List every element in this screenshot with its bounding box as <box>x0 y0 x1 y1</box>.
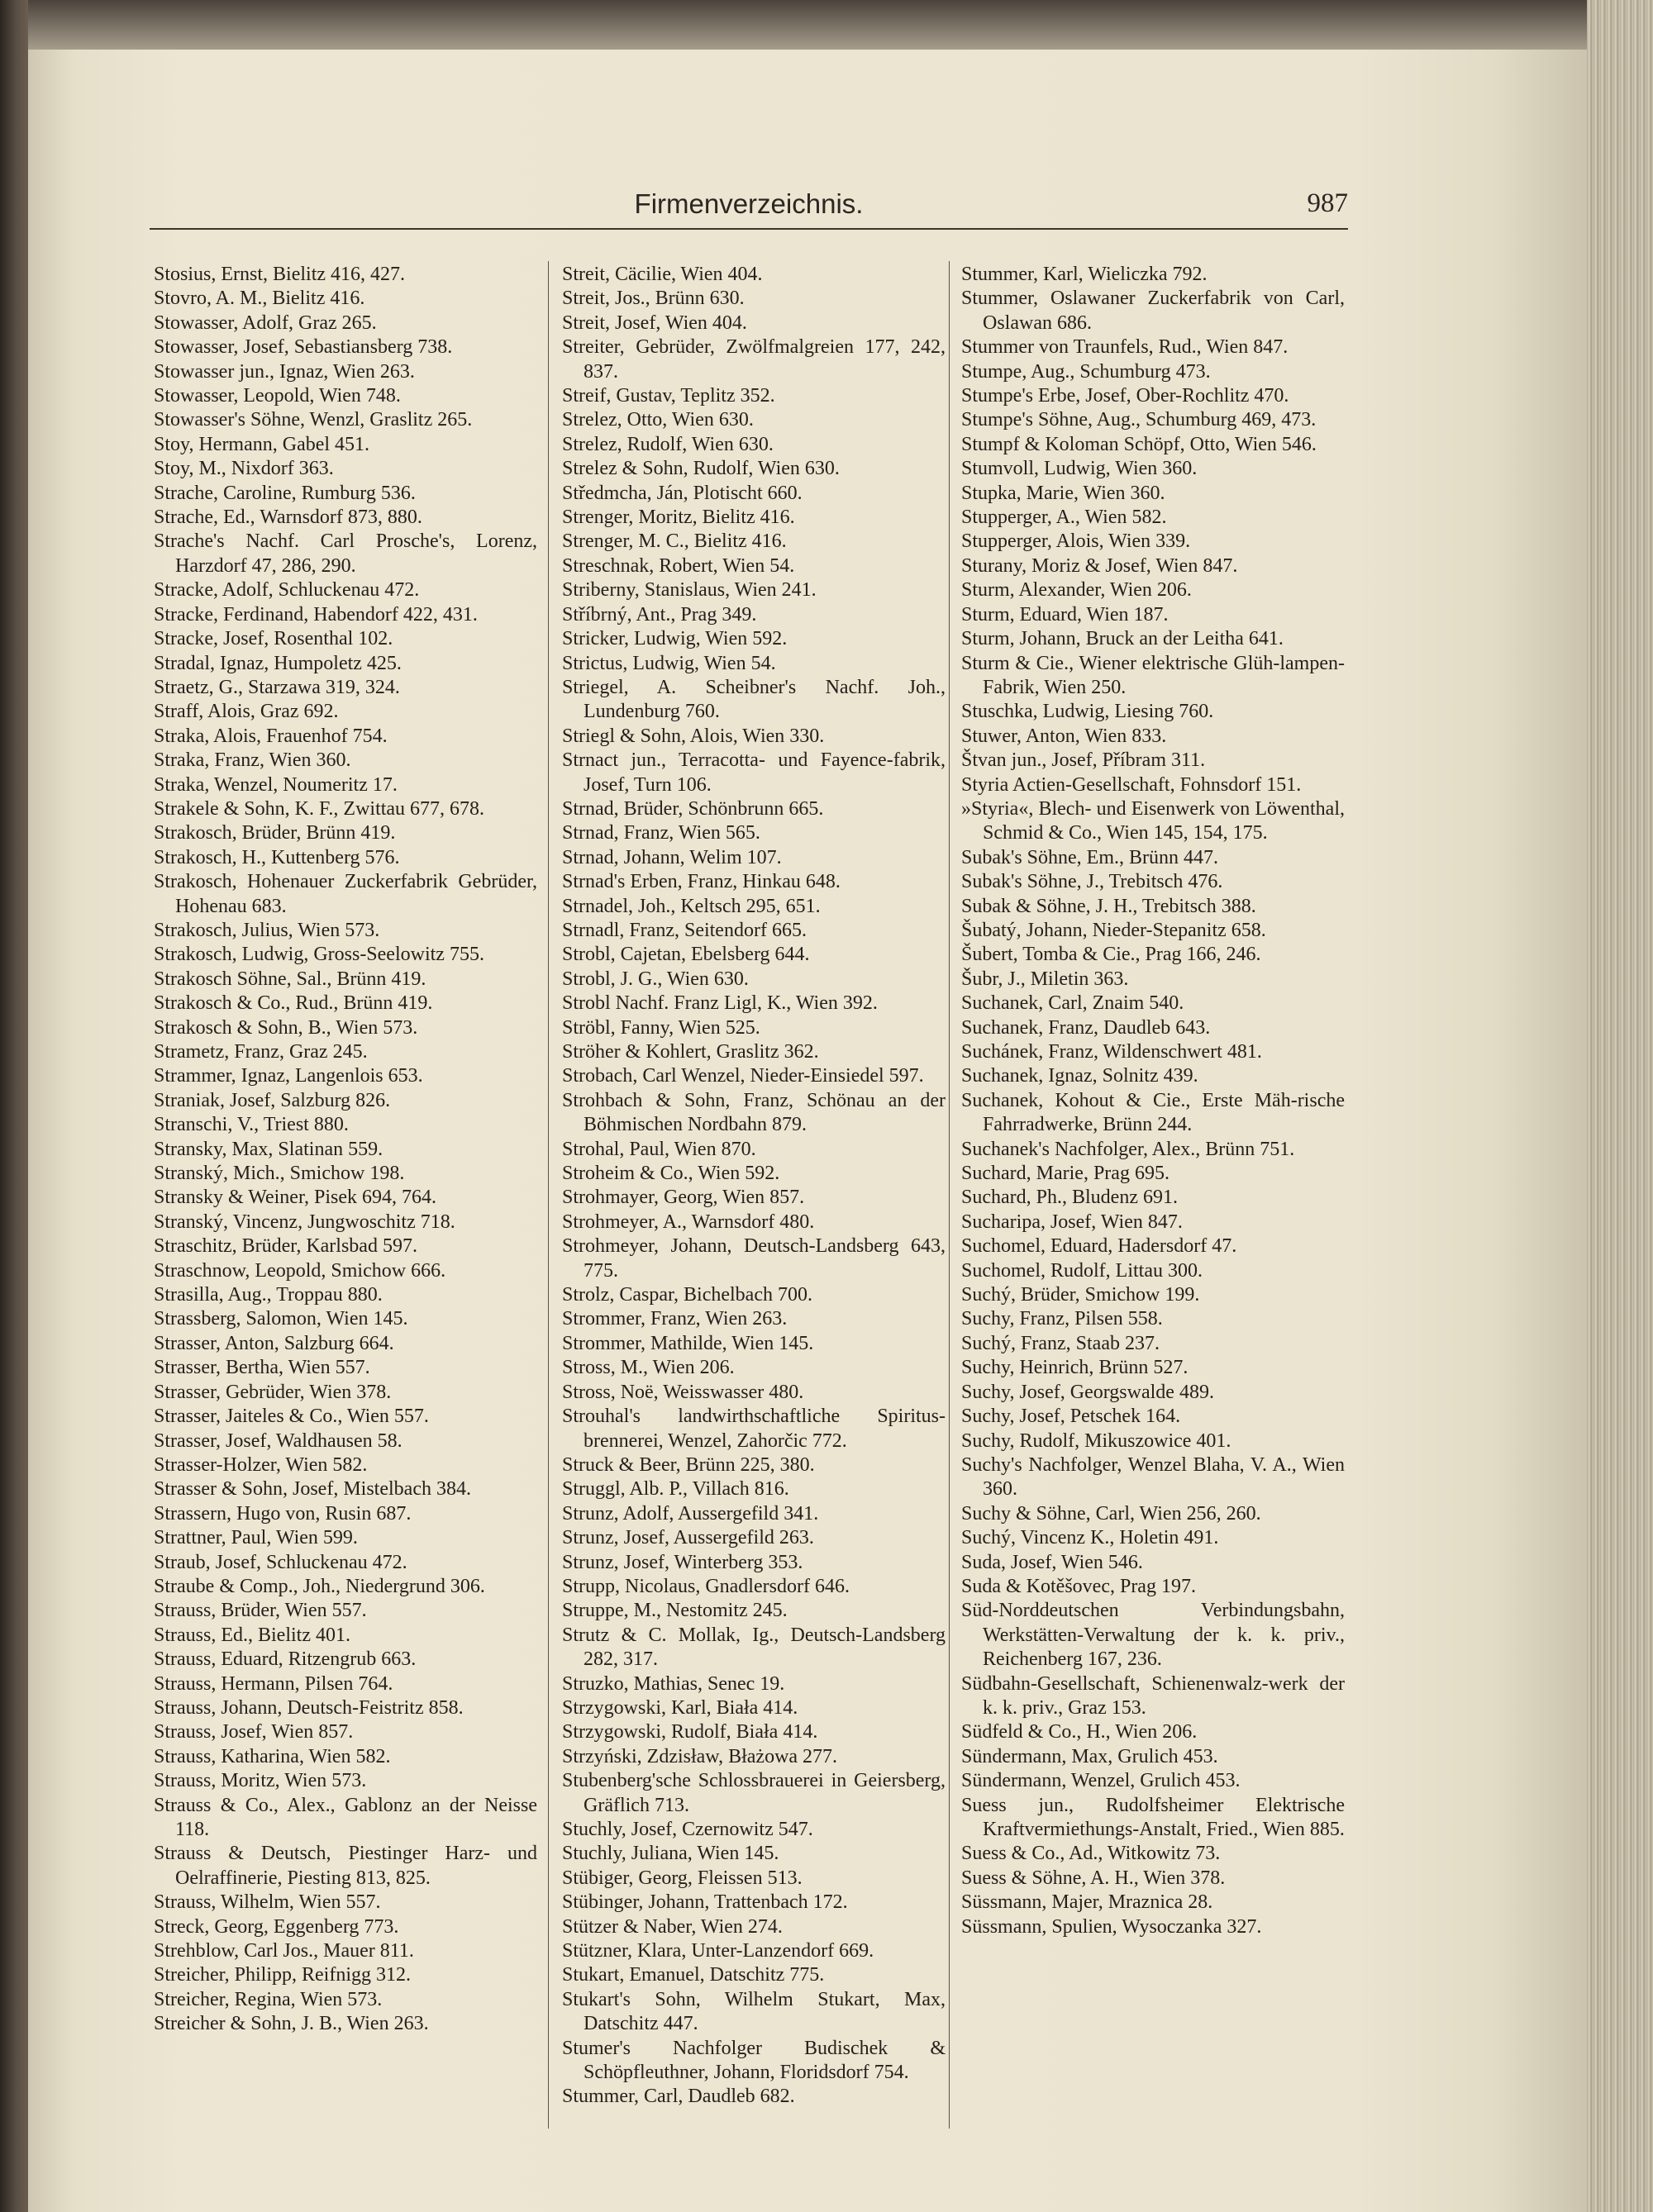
directory-entry: Strakosch, H., Kuttenberg 576. <box>154 846 400 868</box>
directory-entry: Struck & Beer, Brünn 225, 380. <box>562 1453 815 1476</box>
directory-entry: Strauss, Katharina, Wien 582. <box>154 1745 391 1767</box>
directory-entry: Strasser-Holzer, Wien 582. <box>154 1453 368 1476</box>
directory-entry: Sturm, Johann, Bruck an der Leitha 641. <box>961 628 1284 650</box>
directory-entry: Suchanek, Ignaz, Solnitz 439. <box>961 1065 1198 1087</box>
directory-entry: Suchy, Josef, Georgswalde 489. <box>961 1381 1214 1403</box>
directory-entry: Subak & Söhne, J. H., Trebitsch 388. <box>961 895 1256 917</box>
directory-entry: Stowasser, Leopold, Wien 748. <box>154 385 401 407</box>
directory-column-2 <box>562 263 946 2155</box>
directory-entry: Strobl Nachf. Franz Ligl, K., Wien 392. <box>562 992 878 1015</box>
directory-entry: Suchomel, Eduard, Hadersdorf 47. <box>961 1235 1237 1258</box>
directory-column-1 <box>154 263 537 2155</box>
directory-entry: Strictus, Ludwig, Wien 54. <box>562 652 776 674</box>
directory-entry: Strohmeyer, Johann, Deutsch-Landsberg 643, 775. <box>562 1235 946 1282</box>
directory-entry: Straff, Alois, Graz 692. <box>154 701 339 723</box>
directory-entry: Strohmayer, Georg, Wien 857. <box>562 1187 805 1209</box>
directory-entry: Subak's Söhne, J., Trebitsch 476. <box>961 871 1223 893</box>
directory-entry: Strenger, Moritz, Bielitz 416. <box>562 507 795 529</box>
directory-entry: Straschitz, Brüder, Karlsbad 597. <box>154 1235 417 1258</box>
directory-entry: Strnad, Franz, Wien 565. <box>562 822 760 844</box>
directory-entry: Streicher, Regina, Wien 573. <box>154 1988 383 2010</box>
directory-entry: Stuschka, Ludwig, Liesing 760. <box>961 701 1214 723</box>
directory-entry: »Styria«, Blech- und Eisenwerk von Löwenthal, Schmid & Co., Wien 145, 154, 175. <box>961 797 1345 844</box>
directory-entry: Stowasser jun., Ignaz, Wien 263. <box>154 360 415 383</box>
directory-entry: Suess & Co., Ad., Witkowitz 73. <box>961 1843 1221 1865</box>
directory-entry: Stoy, Hermann, Gabel 451. <box>154 433 370 455</box>
directory-entry: Stupperger, A., Wien 582. <box>961 507 1167 529</box>
directory-entry: Strakosch & Sohn, B., Wien 573. <box>154 1016 418 1039</box>
directory-entry: Strauss, Hermann, Pilsen 764. <box>154 1672 393 1695</box>
directory-entry: Strauss, Ed., Bielitz 401. <box>154 1624 350 1646</box>
directory-entry: Struzko, Mathias, Senec 19. <box>562 1672 785 1695</box>
directory-entry: Sturany, Moriz & Josef, Wien 847. <box>961 554 1238 577</box>
directory-entry: Suchard, Ph., Bludenz 691. <box>961 1187 1178 1209</box>
directory-entry: Strupp, Nicolaus, Gnadlersdorf 646. <box>562 1575 850 1597</box>
directory-entry: Strnact jun., Terracotta- und Fayence-fabrik, Josef, Turn 106. <box>562 749 946 796</box>
directory-entry: Stübiger, Georg, Fleissen 513. <box>562 1867 803 1889</box>
directory-entry: Strobl, J. G., Wien 630. <box>562 968 749 990</box>
directory-entry: Strauss & Deutsch, Piestinger Harz- und Oelraffinerie, Piesting 813, 825. <box>154 1843 537 1889</box>
directory-entry: Strauss, Moritz, Wien 573. <box>154 1770 367 1792</box>
directory-entry: Strache, Ed., Warnsdorf 873, 880. <box>154 507 422 529</box>
directory-entry: Strakele & Sohn, K. F., Zwittau 677, 678. <box>154 797 485 820</box>
directory-entry: Stowasser's Söhne, Wenzl, Graslitz 265. <box>154 409 473 431</box>
directory-entry: Suchánek, Franz, Wildenschwert 481. <box>961 1041 1262 1063</box>
directory-entry: Stukart's Sohn, Wilhelm Stukart, Max, Datschitz 447. <box>562 1988 946 2035</box>
page-number: 987 <box>1307 188 1348 218</box>
directory-entry: Strolz, Caspar, Bichelbach 700. <box>562 1284 812 1306</box>
directory-entry: Suchanek, Franz, Daudleb 643. <box>961 1016 1211 1039</box>
directory-entry: Struppe, M., Nestomitz 245. <box>562 1600 788 1622</box>
directory-entry: Strobl, Cajetan, Ebelsberg 644. <box>562 944 810 966</box>
directory-entry: Stradal, Ignaz, Humpoletz 425. <box>154 652 402 674</box>
directory-entry: Strouhal's landwirthschaftliche Spiritus-brennerei, Wenzel, Zahorčic 772. <box>562 1406 946 1452</box>
directory-entry: Struggl, Alb. P., Villach 816. <box>562 1478 789 1501</box>
directory-entry: Strnad, Brüder, Schönbrunn 665. <box>562 797 824 820</box>
running-title: Firmenverzeichnis. <box>634 188 864 219</box>
directory-entry: Stranschi, V., Triest 880. <box>154 1114 349 1136</box>
directory-entry: Streicher & Sohn, J. B., Wien 263. <box>154 2013 429 2035</box>
directory-entry: Strzygowski, Rudolf, Biała 414. <box>562 1721 818 1743</box>
directory-entry: Strauss & Co., Alex., Gablonz an der Neisse 118. <box>154 1794 537 1840</box>
directory-entry: Suchý, Brüder, Smichow 199. <box>961 1284 1200 1306</box>
directory-entry: Streif, Gustav, Teplitz 352. <box>562 385 775 407</box>
directory-entry: Strommer, Franz, Wien 263. <box>562 1308 788 1330</box>
directory-entry: Stumpe, Aug., Schumburg 473. <box>961 360 1211 383</box>
directory-entry: Südbahn-Gesellschaft, Schienenwalz-werk der k. k. priv., Graz 153. <box>961 1672 1345 1719</box>
directory-entry: Straub, Josef, Schluckenau 472. <box>154 1551 407 1573</box>
directory-entry: Stumvoll, Ludwig, Wien 360. <box>961 458 1198 480</box>
directory-entry: Stross, Noë, Weisswasser 480. <box>562 1381 804 1403</box>
directory-entry: Strnad, Johann, Welim 107. <box>562 846 782 868</box>
directory-entry: Strassberg, Salomon, Wien 145. <box>154 1308 408 1330</box>
directory-entry: Styria Actien-Gesellschaft, Fohnsdorf 151. <box>961 773 1302 796</box>
directory-entry: Süssmann, Spulien, Wysoczanka 327. <box>961 1915 1262 1938</box>
directory-entry: Suchý, Franz, Staab 237. <box>961 1332 1160 1354</box>
directory-entry: Strzyński, Zdzisław, Błażowa 277. <box>562 1745 838 1767</box>
column-divider <box>548 261 549 2129</box>
page-header <box>150 188 1348 226</box>
directory-entry: Strakosch, Julius, Wien 573. <box>154 919 380 941</box>
directory-entry: Strnadel, Joh., Keltsch 295, 651. <box>562 895 821 917</box>
directory-entry: Ströher & Kohlert, Graslitz 362. <box>562 1041 819 1063</box>
directory-entry: Streit, Cäcilie, Wien 404. <box>562 264 763 285</box>
directory-entry: Sturm, Alexander, Wien 206. <box>961 579 1192 602</box>
directory-entry: Stützer & Naber, Wien 274. <box>562 1915 783 1938</box>
directory-entry: Strasser, Bertha, Wien 557. <box>154 1357 370 1379</box>
directory-entry: Sucharipa, Josef, Wien 847. <box>961 1211 1183 1233</box>
directory-entry: Suchomel, Rudolf, Littau 300. <box>961 1259 1203 1282</box>
directory-entry: Stupka, Marie, Wien 360. <box>961 482 1165 504</box>
directory-entry: Suda, Josef, Wien 546. <box>961 1551 1143 1573</box>
directory-entry: Šubr, J., Miletin 363. <box>961 968 1129 990</box>
directory-entry: Strache's Nachf. Carl Prosche's, Lorenz, Harzdorf 47, 286, 290. <box>154 530 537 577</box>
directory-entry: Stummer, Oslawaner Zuckerfabrik von Carl, Oslawan 686. <box>961 288 1345 334</box>
directory-entry: Straka, Alois, Frauenhof 754. <box>154 725 388 747</box>
page-fore-edge <box>1587 0 1653 2212</box>
directory-entry: Striegl & Sohn, Alois, Wien 330. <box>562 725 825 747</box>
directory-entry: Stoy, M., Nixdorf 363. <box>154 458 334 480</box>
directory-entry: Stosius, Ernst, Bielitz 416, 427. <box>154 264 406 285</box>
directory-entry: Straetz, G., Starzawa 319, 324. <box>154 676 400 698</box>
directory-entry: Suess jun., Rudolfsheimer Elektrische Kraftvermiethungs-Anstalt, Fried., Wien 885. <box>961 1794 1345 1840</box>
directory-entry: Strunz, Josef, Aussergefild 263. <box>562 1527 814 1549</box>
directory-entry: Stowasser, Adolf, Graz 265. <box>154 312 377 334</box>
directory-entry: Stumpe's Söhne, Aug., Schumburg 469, 473. <box>961 409 1317 431</box>
directory-entry: Stracke, Ferdinand, Habendorf 422, 431. <box>154 603 478 626</box>
directory-entry: Stubenberg'sche Schlossbrauerei in Geiersberg, Gräflich 713. <box>562 1770 946 1816</box>
directory-entry: Strehblow, Carl Jos., Mauer 811. <box>154 1940 414 1962</box>
directory-entry: Stracke, Adolf, Schluckenau 472. <box>154 579 420 602</box>
directory-entry: Strobach, Carl Wenzel, Nieder-Einsiedel 597. <box>562 1065 924 1087</box>
directory-entry: Stovro, A. M., Bielitz 416. <box>154 288 365 310</box>
directory-entry: Strnad's Erben, Franz, Hinkau 648. <box>562 871 841 893</box>
directory-entry: Strunz, Adolf, Aussergefild 341. <box>562 1502 819 1525</box>
directory-entry: Štvan jun., Josef, Příbram 311. <box>961 749 1206 772</box>
directory-entry: Stukart, Emanuel, Datschitz 775. <box>562 1964 825 1986</box>
directory-entry: Stracke, Josef, Rosenthal 102. <box>154 628 393 650</box>
directory-entry: Stransky, Max, Slatinan 559. <box>154 1138 383 1160</box>
directory-entry: Strasser, Josef, Waldhausen 58. <box>154 1429 403 1452</box>
directory-entry: Strutz & C. Mollak, Ig., Deutsch-Landsberg 282, 317. <box>562 1624 946 1671</box>
directory-entry: Straniak, Josef, Salzburg 826. <box>154 1089 391 1111</box>
directory-entry: Strasilla, Aug., Troppau 880. <box>154 1284 383 1306</box>
directory-entry: Straschnow, Leopold, Smichow 666. <box>154 1259 446 1282</box>
directory-entry: Strohmeyer, A., Warnsdorf 480. <box>562 1211 815 1233</box>
directory-entry: Suchy & Söhne, Carl, Wien 256, 260. <box>961 1502 1261 1525</box>
directory-entry: Suchy's Nachfolger, Wenzel Blaha, V. A., Wien 360. <box>961 1453 1345 1501</box>
directory-entry: Stuwer, Anton, Wien 833. <box>961 725 1167 747</box>
directory-entry: Strelez & Sohn, Rudolf, Wien 630. <box>562 458 840 480</box>
directory-entry: Šubatý, Johann, Nieder-Stepanitz 658. <box>961 919 1266 941</box>
directory-entry: Streiter, Gebrüder, Zwölfmalgreien 177, 242, 837. <box>562 336 946 383</box>
directory-entry: Strauss, Brüder, Wien 557. <box>154 1600 367 1622</box>
directory-entry: Stroheim & Co., Wien 592. <box>562 1163 780 1185</box>
directory-entry: Strasser & Sohn, Josef, Mistelbach 384. <box>154 1478 471 1501</box>
directory-entry: Streicher, Philipp, Reifnigg 312. <box>154 1964 412 1986</box>
directory-entry: Stupperger, Alois, Wien 339. <box>961 530 1191 553</box>
directory-entry: Stuchly, Juliana, Wien 145. <box>562 1843 779 1865</box>
directory-entry: Strakosch & Co., Rud., Brünn 419. <box>154 992 433 1015</box>
directory-entry: Stummer, Carl, Daudleb 682. <box>562 2086 795 2108</box>
directory-entry: Stumpf & Koloman Schöpf, Otto, Wien 546. <box>961 433 1317 455</box>
directory-entry: Stowasser, Josef, Sebastiansberg 738. <box>154 336 453 359</box>
directory-entry: Stumer's Nachfolger Budischek & Schöpfleuthner, Johann, Floridsdorf 754. <box>562 2037 946 2084</box>
directory-entry: Šubert, Tomba & Cie., Prag 166, 246. <box>961 944 1261 966</box>
directory-entry: Sündermann, Max, Grulich 453. <box>961 1745 1218 1767</box>
directory-entry: Straka, Wenzel, Noumeritz 17. <box>154 773 398 796</box>
directory-entry: Strauss, Eduard, Ritzengrub 663. <box>154 1648 417 1671</box>
directory-entry: Suchy, Josef, Petschek 164. <box>961 1406 1181 1428</box>
directory-entry: Stübinger, Johann, Trattenbach 172. <box>562 1891 848 1914</box>
directory-entry: Suda & Kotěšovec, Prag 197. <box>961 1575 1196 1597</box>
directory-entry: Straka, Franz, Wien 360. <box>154 749 351 772</box>
directory-entry: Suchý, Vincenz K., Holetin 491. <box>961 1527 1219 1549</box>
directory-column-3 <box>961 263 1345 2155</box>
directory-entry: Suchy, Heinrich, Brünn 527. <box>961 1357 1189 1379</box>
directory-entry: Suchanek, Carl, Znaim 540. <box>961 992 1184 1015</box>
directory-entry: Strelez, Rudolf, Wien 630. <box>562 433 774 455</box>
directory-entry: Straube & Comp., Joh., Niedergrund 306. <box>154 1575 485 1597</box>
directory-entry: Strnadl, Franz, Seitendorf 665. <box>562 919 807 941</box>
directory-entry: Strakosch, Ludwig, Gross-Seelowitz 755. <box>154 944 484 966</box>
header-rule <box>150 228 1348 230</box>
directory-entry: Strassern, Hugo von, Rusin 687. <box>154 1502 412 1525</box>
directory-entry: Stummer von Traunfels, Rud., Wien 847. <box>961 336 1289 359</box>
directory-entry: Suchanek's Nachfolger, Alex., Brünn 751. <box>961 1138 1295 1160</box>
directory-entry: Strattner, Paul, Wien 599. <box>154 1527 358 1549</box>
directory-entry: Süd-Norddeutschen Verbindungsbahn, Werkstätten-Verwaltung der k. k. priv., Reichenberg 167, 236. <box>961 1600 1345 1671</box>
directory-entry: Stuchly, Josef, Czernowitz 547. <box>562 1819 813 1840</box>
directory-entry: Strakosch, Hohenauer Zuckerfabrik Gebrüder, Hohenau 683. <box>154 871 537 917</box>
directory-entry: Strauss, Josef, Wien 857. <box>154 1721 354 1743</box>
directory-entry: Strunz, Josef, Winterberg 353. <box>562 1551 803 1573</box>
directory-entry: Stranský, Mich., Smichow 198. <box>154 1163 405 1185</box>
directory-entry: Sturm & Cie., Wiener elektrische Glüh-lampen-Fabrik, Wien 250. <box>961 652 1345 698</box>
directory-entry: Strauss, Wilhelm, Wien 557. <box>154 1891 381 1914</box>
directory-entry: Stříbrný, Ant., Prag 349. <box>562 603 757 626</box>
directory-entry: Streck, Georg, Eggenberg 773. <box>154 1915 399 1938</box>
directory-entry: Sündermann, Wenzel, Grulich 453. <box>961 1770 1241 1792</box>
directory-entry: Strache, Caroline, Rumburg 536. <box>154 482 416 504</box>
directory-entry: Strauss, Johann, Deutsch-Feistritz 858. <box>154 1696 464 1719</box>
directory-entry: Stummer, Karl, Wieliczka 792. <box>961 264 1208 285</box>
directory-entry: Ströbl, Fanny, Wien 525. <box>562 1016 760 1039</box>
directory-entry: Stützner, Klara, Unter-Lanzendorf 669. <box>562 1940 874 1962</box>
directory-entry: Suchanek, Kohout & Cie., Erste Mäh-rische Fahrradwerke, Brünn 244. <box>961 1089 1345 1136</box>
directory-entry: Strohbach & Sohn, Franz, Schönau an der Böhmischen Nordbahn 879. <box>562 1089 946 1136</box>
directory-entry: Striegel, A. Scheibner's Nachf. Joh., Lundenburg 760. <box>562 676 946 723</box>
directory-entry: Striberny, Stanislaus, Wien 241. <box>562 579 817 602</box>
book-spine <box>0 0 28 2212</box>
directory-entry: Stranský, Vincenz, Jungwoschitz 718. <box>154 1211 455 1233</box>
directory-entry: Strasser, Gebrüder, Wien 378. <box>154 1381 392 1403</box>
directory-entry: Strommer, Mathilde, Wien 145. <box>562 1332 814 1354</box>
directory-entry: Subak's Söhne, Em., Brünn 447. <box>961 846 1218 868</box>
directory-entry: Sturm, Eduard, Wien 187. <box>961 603 1169 626</box>
directory-entry: Strasser, Anton, Salzburg 664. <box>154 1332 394 1354</box>
column-divider <box>949 261 950 2129</box>
directory-entry: Strakosch, Brüder, Brünn 419. <box>154 822 396 844</box>
directory-entry: Strzygowski, Karl, Biała 414. <box>562 1696 798 1719</box>
directory-entry: Streschnak, Robert, Wien 54. <box>562 554 795 577</box>
directory-entry: Streit, Josef, Wien 404. <box>562 312 747 334</box>
directory-entry: Středmcha, Ján, Plotischt 660. <box>562 482 803 504</box>
directory-entry: Stransky & Weiner, Pisek 694, 764. <box>154 1187 436 1209</box>
directory-entry: Strakosch Söhne, Sal., Brünn 419. <box>154 968 426 990</box>
directory-entry: Streit, Jos., Brünn 630. <box>562 288 745 310</box>
directory-entry: Südfeld & Co., H., Wien 206. <box>961 1721 1198 1743</box>
directory-entry: Strohal, Paul, Wien 870. <box>562 1138 756 1160</box>
directory-entry: Stross, M., Wien 206. <box>562 1357 735 1379</box>
directory-entry: Suchard, Marie, Prag 695. <box>961 1163 1169 1185</box>
directory-entry: Süssmann, Majer, Mraznica 28. <box>961 1891 1213 1914</box>
directory-entry: Strenger, M. C., Bielitz 416. <box>562 530 787 553</box>
directory-entry: Strelez, Otto, Wien 630. <box>562 409 754 431</box>
directory-entry: Strametz, Franz, Graz 245. <box>154 1041 368 1063</box>
directory-entry: Strasser, Jaiteles & Co., Wien 557. <box>154 1406 429 1428</box>
directory-entry: Stricker, Ludwig, Wien 592. <box>562 628 788 650</box>
directory-entry: Strammer, Ignaz, Langenlois 653. <box>154 1065 423 1087</box>
directory-entry: Suchy, Rudolf, Mikuszowice 401. <box>961 1429 1231 1452</box>
directory-entry: Suchy, Franz, Pilsen 558. <box>961 1308 1163 1330</box>
directory-entry: Suess & Söhne, A. H., Wien 378. <box>961 1867 1226 1889</box>
directory-entry: Stumpe's Erbe, Josef, Ober-Rochlitz 470. <box>961 385 1289 407</box>
